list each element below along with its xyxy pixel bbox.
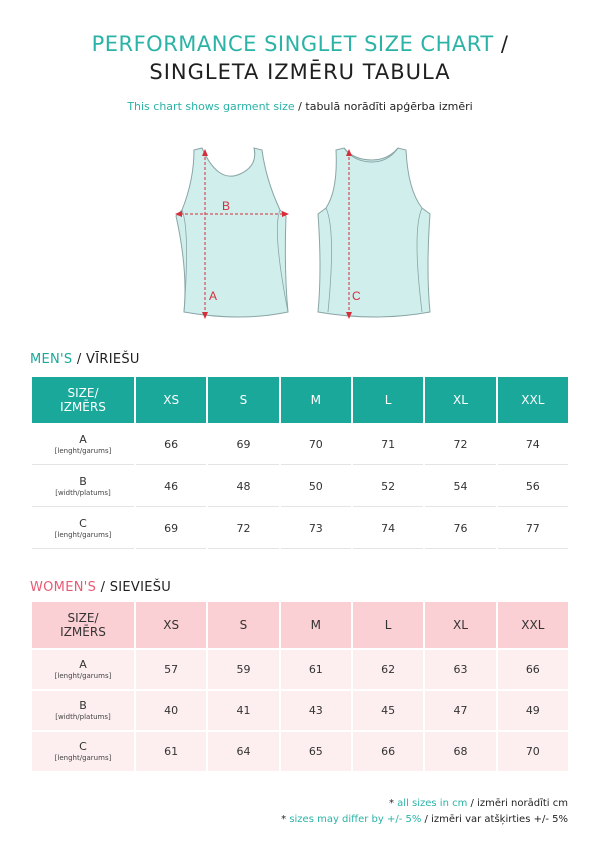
table-cell: 74 [353, 509, 423, 549]
table-cell: 50 [281, 467, 351, 507]
table-cell: 74 [498, 425, 568, 465]
table-row [32, 425, 568, 465]
header-size-lv: IZMĒRS [60, 625, 106, 639]
table-row [32, 732, 568, 771]
men-header-xl: XL [425, 377, 495, 423]
row-label [32, 467, 134, 507]
women-header-xl: XL [425, 602, 495, 648]
men-size-table [30, 375, 570, 551]
table-cell: 47 [425, 691, 495, 730]
footnote-star: * [281, 814, 290, 825]
header-size-en: SIZE/ [67, 386, 99, 400]
table-row [32, 467, 568, 507]
row-label [32, 691, 134, 730]
label-c: C [352, 289, 361, 303]
singlet-back-view [318, 148, 430, 319]
title-english: PERFORMANCE SINGLET SIZE CHART [91, 32, 494, 56]
table-cell: 70 [281, 425, 351, 465]
footnote-tolerance [281, 812, 568, 828]
table-cell: 70 [498, 732, 568, 771]
men-header-size [32, 377, 134, 423]
row-code: A [79, 658, 87, 671]
men-header-s: S [208, 377, 278, 423]
men-label-english: MEN'S [30, 352, 73, 367]
header-size-lv: IZMĒRS [60, 400, 106, 414]
men-header-xxl: XXL [498, 377, 568, 423]
subtitle [0, 100, 600, 113]
table-cell: 45 [353, 691, 423, 730]
row-code: C [79, 740, 87, 753]
table-cell: 56 [498, 467, 568, 507]
row-code: A [79, 433, 87, 446]
table-row [32, 509, 568, 549]
row-label [32, 509, 134, 549]
footnote-star: * [388, 798, 398, 809]
row-label [32, 732, 134, 771]
table-cell: 72 [208, 509, 278, 549]
women-header-s: S [208, 602, 278, 648]
women-section-label [30, 580, 171, 595]
women-label-latvian: / SIEVIEŠU [96, 580, 172, 595]
table-row [32, 691, 568, 730]
men-header-l: L [353, 377, 423, 423]
table-cell: 46 [136, 467, 206, 507]
women-header-size [32, 602, 134, 648]
men-header-m: M [281, 377, 351, 423]
singlet-front-view [175, 148, 289, 319]
table-cell: 63 [425, 650, 495, 689]
table-cell: 62 [353, 650, 423, 689]
table-cell: 66 [136, 425, 206, 465]
men-section-label [30, 352, 140, 367]
women-header-l: L [353, 602, 423, 648]
label-a: A [209, 289, 218, 303]
title-line-english [0, 30, 600, 58]
label-b: B [222, 199, 231, 213]
women-table-header-row [32, 602, 568, 648]
footnote-units [281, 796, 568, 812]
row-desc: [width/platums] [55, 489, 111, 497]
table-cell: 65 [281, 732, 351, 771]
table-cell: 72 [425, 425, 495, 465]
title-latvian: SINGLETA IZMĒRU TABULA [149, 60, 451, 84]
footnote-tolerance-english: sizes may differ by +/- 5% [289, 814, 422, 825]
table-cell: 77 [498, 509, 568, 549]
footnote-units-latvian: / izmēri norādīti cm [467, 798, 568, 809]
header-size-en: SIZE/ [67, 611, 99, 625]
men-label-latvian: / VĪRIEŠU [72, 352, 140, 367]
row-desc: [lenght/garums] [54, 754, 112, 762]
table-cell: 40 [136, 691, 206, 730]
subtitle-latvian: / tabulā norādīti apģērba izmēri [294, 100, 473, 113]
row-code: B [79, 475, 87, 488]
table-cell: 49 [498, 691, 568, 730]
table-cell: 61 [136, 732, 206, 771]
row-label [32, 425, 134, 465]
row-code: B [79, 699, 87, 712]
table-cell: 64 [208, 732, 278, 771]
table-cell: 48 [208, 467, 278, 507]
row-code: C [79, 517, 87, 530]
table-cell: 76 [425, 509, 495, 549]
men-header-xs: XS [136, 377, 206, 423]
table-cell: 52 [353, 467, 423, 507]
subtitle-english: This chart shows garment size [127, 100, 295, 113]
table-cell: 66 [353, 732, 423, 771]
row-desc: [lenght/garums] [54, 531, 112, 539]
women-label-english: WOMEN'S [30, 580, 97, 595]
table-cell: 43 [281, 691, 351, 730]
footnotes [281, 796, 568, 828]
table-cell: 61 [281, 650, 351, 689]
row-label [32, 650, 134, 689]
footnote-tolerance-latvian: / izmēri var atšķirties +/- 5% [421, 814, 568, 825]
table-cell: 59 [208, 650, 278, 689]
row-desc: [lenght/garums] [54, 672, 112, 680]
title-separator: / [493, 32, 509, 56]
table-cell: 71 [353, 425, 423, 465]
singlet-illustration [160, 140, 450, 330]
table-cell: 54 [425, 467, 495, 507]
table-cell: 69 [208, 425, 278, 465]
men-table-header-row [32, 377, 568, 423]
women-header-xs: XS [136, 602, 206, 648]
table-cell: 68 [425, 732, 495, 771]
table-cell: 41 [208, 691, 278, 730]
women-header-m: M [281, 602, 351, 648]
table-cell: 66 [498, 650, 568, 689]
row-desc: [lenght/garums] [54, 447, 112, 455]
table-cell: 69 [136, 509, 206, 549]
row-desc: [width/platums] [55, 713, 111, 721]
women-size-table [30, 600, 570, 773]
table-row [32, 650, 568, 689]
women-header-xxl: XXL [498, 602, 568, 648]
footnote-units-english: all sizes in cm [397, 798, 468, 809]
page-title [0, 30, 600, 86]
table-cell: 73 [281, 509, 351, 549]
table-cell: 57 [136, 650, 206, 689]
